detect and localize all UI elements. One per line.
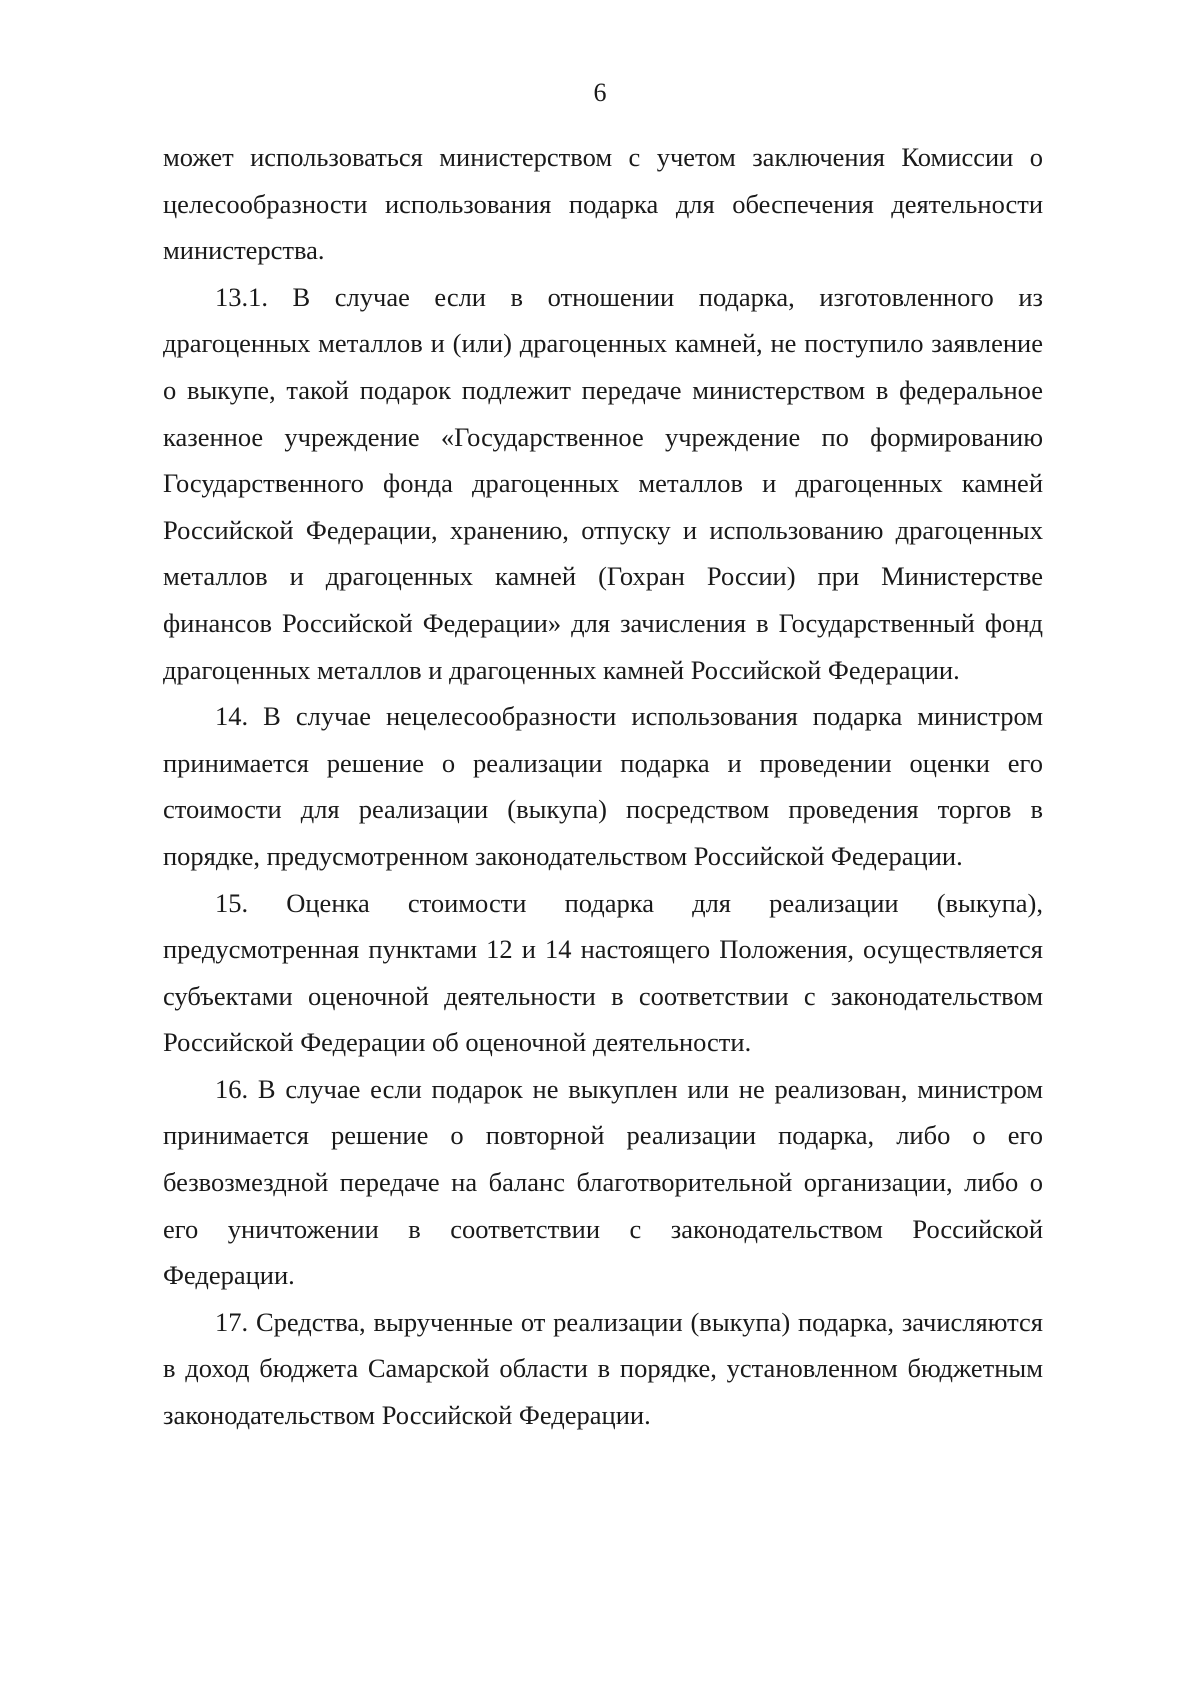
document-body: [163, 134, 1043, 1439]
paragraph-14: 14. В случае нецелесообразности использования подарка министром принимается решение о реализации подарка и проведении оценки его стоимости для реализации (выкупа) посредством проведения торгов в порядке, предусмотренном законодательством Российской Федерации.: [163, 701, 1043, 871]
paragraph-17: 17. Средства, вырученные от реализации (выкупа) подарка, зачисляются в доход бюджета Самарской области в порядке, установленном бюджетным законодательством Российской Федерации.: [163, 1306, 1043, 1431]
paragraph-16: 16. В случае если подарок не выкуплен или не реализован, министром принимается решение о повторной реализации подарка, либо о его безвозмездной передаче на баланс благотворительной организации, либо о его уничтожении в соответствии с законодательством Российской Федерации.: [163, 1073, 1043, 1291]
paragraph-continuation: может использоваться министерством с учетом заключения Комиссии о целесообразности использования подарка для обеспечения деятельности министерства.: [163, 142, 1043, 266]
paragraph-13-1: 13.1. В случае если в отношении подарка, изготовленного из драгоценных металлов и (или) драгоценных камней, не поступило заявление о выкупе, такой подарок подлежит передаче министерством в федеральное казенное учреждение «Государственное учреждение по формированию Государственного фонда драгоценных металлов и драгоценных камней Российской Федерации, хранению, отпуску и использованию драгоценных металлов и драгоценных камней (Гохран России) при Министерстве финансов Российской Федерации» для зачисления в Государственный фонд драгоценных металлов и драгоценных камней Российской Федерации.: [163, 281, 1043, 685]
page-number: 6: [593, 78, 607, 107]
paragraph-15: 15. Оценка стоимости подарка для реализации (выкупа), предусмотренная пунктами 12 и 14 настоящего Положения, осуществляется субъектами оценочной деятельности в соответствии с законодательством Российской Федерации об оценочной деятельности.: [163, 887, 1043, 1058]
